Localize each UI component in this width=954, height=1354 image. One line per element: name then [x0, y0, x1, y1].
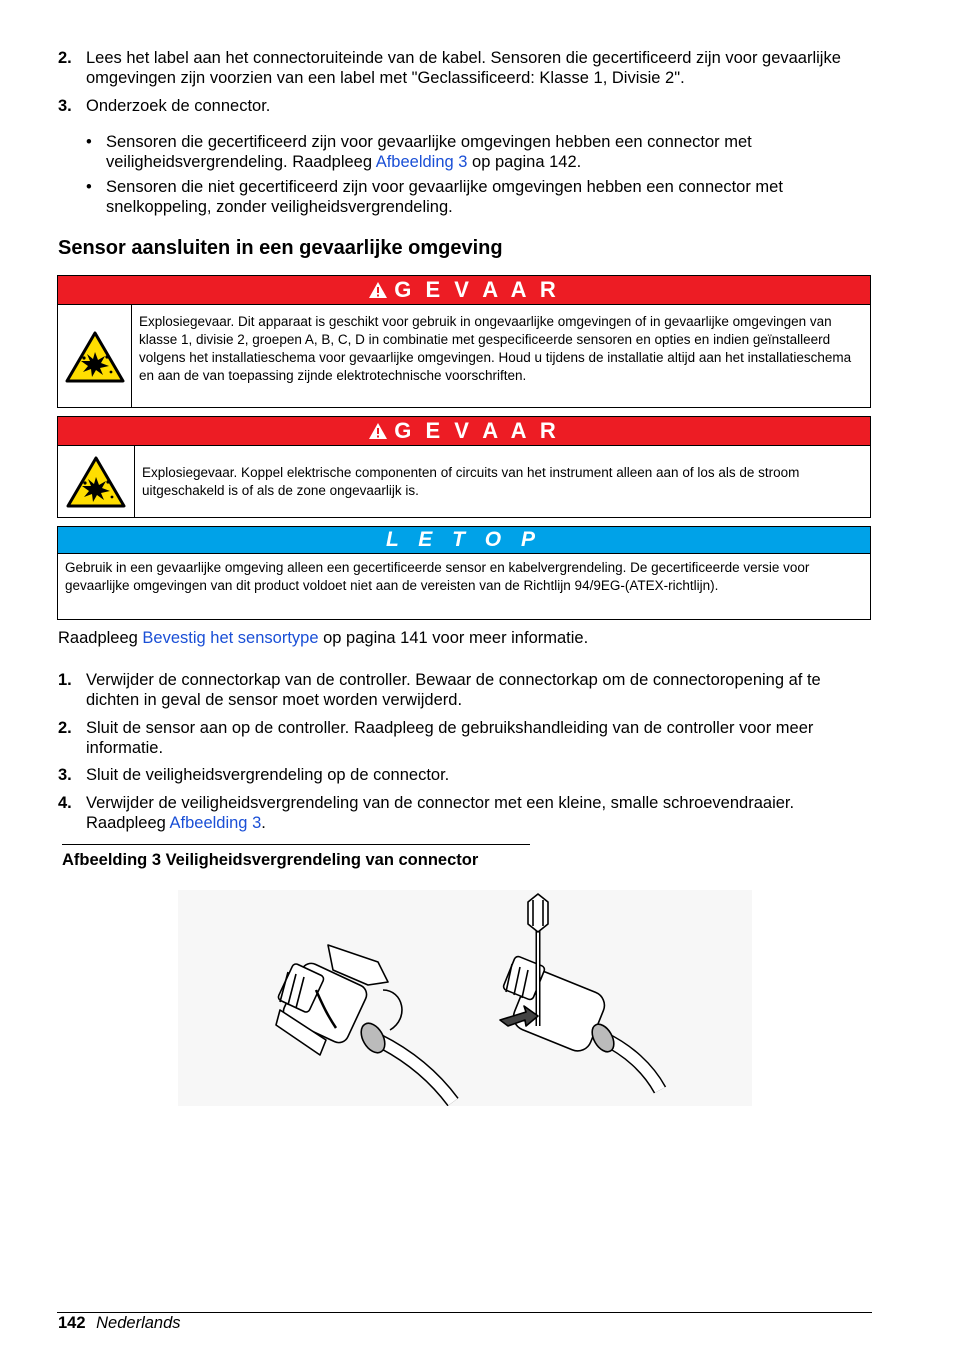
step-number: 1.	[58, 671, 72, 689]
notice-box	[57, 526, 871, 620]
bullet-symbol: •	[86, 133, 92, 151]
danger-text: Explosiegevaar. Koppel elektrische componenten of circuits van het instrument alleen aan of los als de stroom uitgeschakeld is of als de zone ongevaarlijk is.	[142, 465, 800, 498]
sensortype-link[interactable]: Bevestig het sensortype	[142, 629, 319, 647]
reference-pre: Raadpleeg	[58, 629, 143, 647]
danger-text: Explosiegevaar. Dit apparaat is geschikt voor gebruik in ongevaarlijke omgevingen of in gevaarlijke omgevingen van klasse 1, divisie 2, groepen A, B, C, D in combinatie met gespecificeerde sensoren en opties en indien geïnstalleerd volgens het installatieschema voor gevaarlijke omgevingen. Houd u tijdens de installatie altijd aan het installatieschema en aan de van toepassing zijnde elektrotechnische voorschriften.	[139, 314, 852, 383]
reference-text	[58, 628, 874, 648]
figure-caption: Afbeelding 3 Veiligheidsvergrendeling van connector	[62, 844, 530, 870]
step-number: 3.	[58, 766, 72, 784]
danger-box	[57, 416, 871, 518]
explosion-hazard-icon	[58, 305, 132, 408]
footer-language: Nederlands	[96, 1314, 181, 1332]
step-number: 2.	[58, 719, 72, 737]
step-number: 4.	[58, 794, 72, 812]
bullet-text	[106, 132, 876, 172]
danger-header	[58, 417, 870, 446]
reference-post: op pagina 141 voor meer informatie.	[318, 629, 589, 647]
step-text: Sluit de sensor aan op de controller. Raadpleeg de gebruikshandleiding van de controller voor meer informatie.	[86, 719, 814, 757]
danger-label: G E V A A R	[394, 418, 560, 443]
step-text: Verwijder de connectorkap van de controller. Bewaar de connectorkap om de connectoropening af te dichten in geval de sensor moet worden verwijderd.	[86, 671, 821, 709]
danger-label: G E V A A R	[394, 277, 560, 302]
notice-text: Gebruik in een gevaarlijke omgeving alleen een gecertificeerde sensor en kabelvergrendeling. De gecertificeerde versie voor gevaarlijke omgevingen van dit product voldoet niet aan de vereisten van de Richtlijn 94/9EG-(ATEX-richtlijn).	[65, 560, 810, 593]
warning-triangle-icon	[368, 281, 388, 299]
bullet-text: Sensoren die niet gecertificeerd zijn voor gevaarlijke omgevingen hebben een connector met snelkoppeling, zonder veiligheidsvergrendeling.	[106, 178, 783, 216]
section-title: Sensor aansluiten in een gevaarlijke omgeving	[58, 237, 503, 259]
step-number: 2.	[58, 49, 72, 67]
step-text: Onderzoek de connector.	[86, 97, 271, 115]
explosion-hazard-icon	[58, 446, 135, 518]
step-number: 3.	[58, 97, 72, 115]
danger-header	[58, 276, 870, 305]
figure-link[interactable]: Afbeelding 3	[169, 814, 262, 832]
step-text-pre: Verwijder de veiligheidsvergrendeling van de connector met een kleine, smalle schroevendraaier. Raadpleeg	[86, 794, 795, 832]
step-text-post: .	[261, 814, 266, 832]
step-text: Sluit de veiligheidsvergrendeling op de connector.	[86, 766, 450, 784]
figure-link[interactable]: Afbeelding 3	[375, 153, 468, 171]
connector-illustration	[178, 890, 752, 1106]
bullet-text-post: op pagina 142.	[467, 153, 582, 171]
bullet-text-pre: Sensoren die gecertificeerd zijn voor gevaarlijke omgevingen hebben een connector met veiligheidsvergrendeling. Raadpleeg	[106, 133, 752, 171]
page-number: 142	[58, 1314, 86, 1332]
step-text: Lees het label aan het connectoruiteinde van de kabel. Sensoren die gecertificeerd zijn voor gevaarlijke omgevingen zijn voorzien van een label met "Geclassificeerd: Klasse 1, Divisie 2".	[86, 49, 841, 87]
bullet-symbol: •	[86, 178, 92, 196]
danger-box	[57, 275, 871, 408]
notice-header: L E T O P	[58, 527, 870, 554]
footer	[58, 1313, 181, 1333]
step-text	[86, 793, 876, 833]
warning-triangle-icon	[368, 422, 388, 440]
